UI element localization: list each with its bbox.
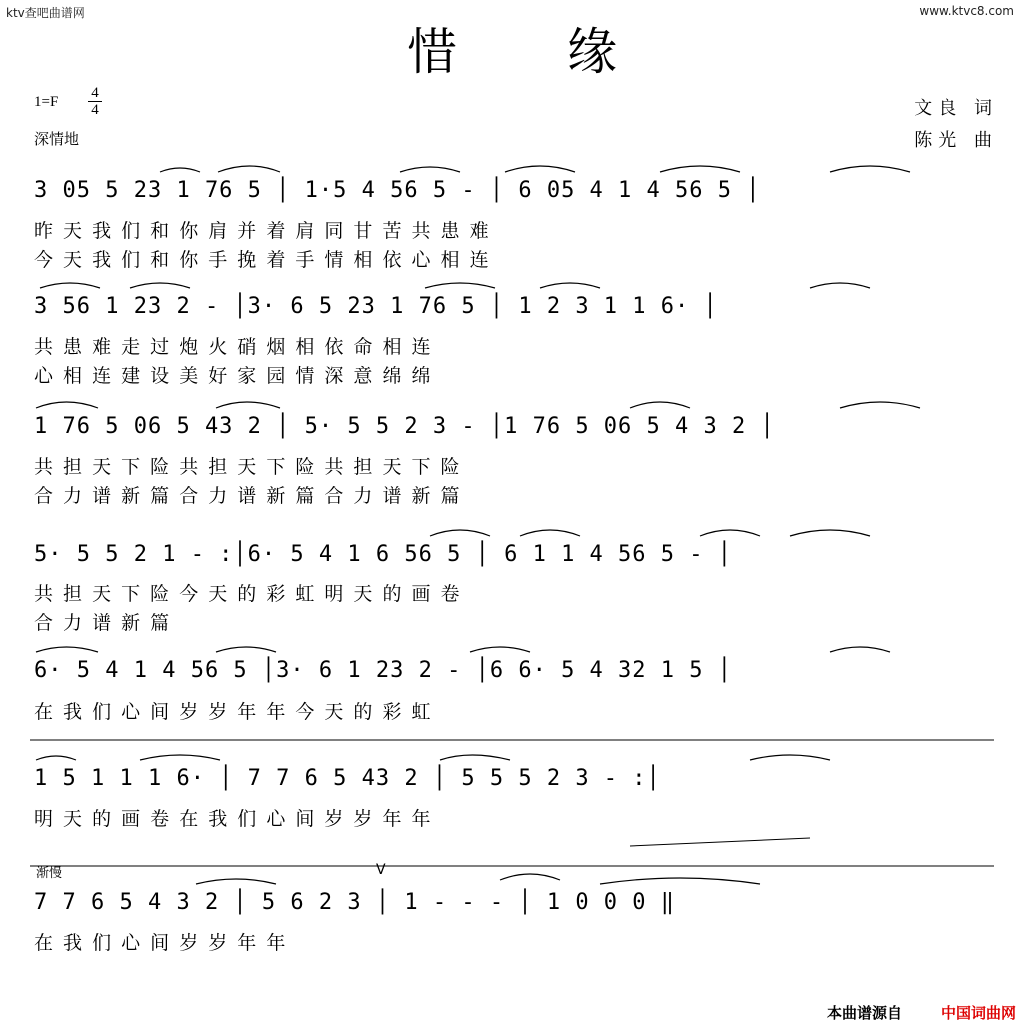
system-4-notes: 5· 5 5 2 1 - :│6· 5 4 1 6 56 5 │ 6 1 1 4 56 5 - │ bbox=[34, 542, 733, 567]
system-4-lyric-2: 合 力 谱 新 篇 bbox=[34, 612, 172, 634]
system-5-lyric-1: 在 我 们 心 间 岁 岁 年 年 今 天 的 彩 虹 bbox=[34, 701, 433, 723]
system-1-notes: 3 05 5 23 1 76 5 │ 1·5 4 56 5 - │ 6 05 4 1 4 56 5 │ bbox=[34, 178, 761, 203]
time-signature bbox=[88, 86, 102, 117]
system-6-notes: 1 5 1 1 1 6· │ 7 7 6 5 43 2 │ 5 5 5 2 3 - :│ bbox=[34, 766, 661, 791]
system-2-notes: 3 56 1 23 2 - │3· 6 5 23 1 76 5 │ 1 2 3 1 1 6· │ bbox=[34, 294, 718, 319]
watermark-right: www.ktvc8.com bbox=[919, 4, 1014, 18]
system-3-notes: 1 76 5 06 5 43 2 │ 5· 5 5 2 3 - │1 76 5 06 5 4 3 2 │ bbox=[34, 414, 775, 439]
system-3-lyric-2: 合 力 谱 新 篇 合 力 谱 新 篇 合 力 谱 新 篇 bbox=[34, 485, 462, 507]
song-title: 惜缘 bbox=[407, 23, 727, 81]
time-signature-bottom: 4 bbox=[91, 102, 99, 118]
watermark-left: ktv查吧曲谱网 bbox=[6, 6, 85, 20]
system-4-lyric-1: 共 担 天 下 险 今 天 的 彩 虹 明 天 的 画 卷 bbox=[34, 583, 462, 605]
system-7-notes: 7 7 6 5 4 3 2 │ 5 6 2 3 │ 1 - - - │ 1 0 0 0 ‖ bbox=[34, 890, 676, 915]
system-2-lyric-2: 心 相 连 建 设 美 好 家 园 情 深 意 绵 绵 bbox=[34, 365, 433, 387]
system-7-lyric-1: 在 我 们 心 间 岁 岁 年 年 bbox=[34, 932, 288, 954]
system-2-lyric-1: 共 患 难 走 过 炮 火 硝 烟 相 依 命 相 连 bbox=[34, 336, 433, 358]
key-signature: 1=F bbox=[34, 94, 59, 110]
system-5-notes: 6· 5 4 1 4 56 5 │3· 6 1 23 2 - │6 6· 5 4 32 1 5 │ bbox=[34, 658, 733, 683]
system-1-lyric-1: 昨 天 我 们 和 你 肩 并 着 肩 同 甘 苦 共 患 难 bbox=[34, 220, 491, 242]
time-signature-top: 4 bbox=[91, 85, 99, 101]
breath-mark: V bbox=[376, 862, 386, 878]
composer-credit: 陈光 曲 bbox=[914, 130, 998, 151]
system-6-lyric-1: 明 天 的 画 卷 在 我 们 心 间 岁 岁 年 年 bbox=[34, 808, 433, 830]
source-site: 中国词曲网 bbox=[940, 1004, 1016, 1022]
source-label: 本曲谱源自 bbox=[826, 1004, 902, 1022]
system-3-lyric-1: 共 担 天 下 险 共 担 天 下 险 共 担 天 下 险 bbox=[34, 456, 462, 478]
system-1-lyric-2: 今 天 我 们 和 你 手 挽 着 手 情 相 依 心 相 连 bbox=[34, 249, 491, 271]
expression-mark: 深情地 bbox=[34, 130, 80, 148]
ritardando-mark: 渐慢 bbox=[36, 866, 63, 881]
lyricist-credit: 文良 词 bbox=[914, 98, 998, 119]
